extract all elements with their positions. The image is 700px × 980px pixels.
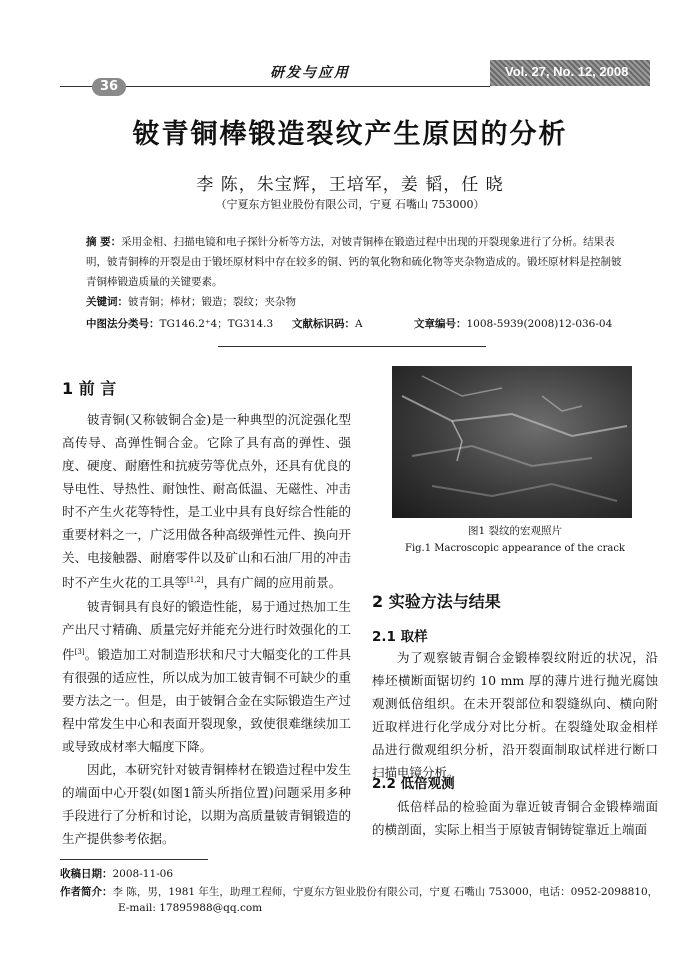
- footnote-rule: [60, 859, 208, 860]
- authors: 李 陈，朱宝辉，王培军，姜 韬，任 晓: [196, 175, 504, 195]
- figure-caption-en: Fig.1 Macroscopic appearance of the crack: [405, 543, 625, 554]
- abstract-text: 采用金相、扫描电镜和电子探针分析等方法，对铍青铜棒在锻造过程中出现的开裂现象进行了分析。结果表明，铍青铜棒的开裂是由于锻坯原材料中存在较多的铜、钙的氧化物和硫化物等夹杂物造成的。锻坯原材料是控制铍青铜棒锻造质量的关键要素。: [86, 236, 622, 288]
- classification: [86, 316, 646, 331]
- intro-paragraph-3: 因此，本研究针对铍青铜棒材在锻造过程中发生的端面中心开裂(如图1箭头所指位置)问题采用多种手段进行了分析和讨论，以期为高质量铍青铜锻造的生产提供参考依据。: [62, 762, 351, 847]
- intro-paragraph-2: 铍青铜具有良好的锻造性能，易于通过热加工生产出尺寸精确、质量完好并能充分进行时效强化的工件[3]。锻造加工对制造形状和尺寸大幅变化的工件具有很强的适应性，所以成为加工铍青铜不可缺少的重要方法之一。但是，由于铍铜合金在实际锻造生产过程中常发生中心和表面开裂现象，致使很难继续加工或导致成材率大幅度下降。: [62, 599, 351, 755]
- abstract-separator: [218, 346, 486, 347]
- section-2-2-heading: 2.2 低倍观测: [372, 776, 455, 792]
- intro-paragraph-1: 铍青铜(又称铍铜合金)是一种典型的沉淀强化型高传导、高弹性铜合金。它除了具有高的弹性、强度、硬度、耐磨性和抗疲劳等优点外，还具有优良的导电性、导热性、耐蚀性、耐高低温、无磁性、冲击时不产生火花等特性，是工业中具有良好综合性能的重要材料之一，广泛用做各种高级弹性元件、换向开关、电接触器、耐磨零件以及矿山和石油厂用的冲击时不产生火花的工具等[1,2]，具有广阔的应用前景。: [62, 412, 351, 591]
- page-number: 36: [92, 78, 126, 96]
- citation-3: [3]: [74, 648, 85, 657]
- doc-code-label: 文献标识码：: [292, 318, 355, 330]
- abstract: [86, 232, 626, 292]
- section-1-heading: 1 前 言: [62, 379, 117, 398]
- section-label: 研发与应用: [270, 65, 350, 81]
- article-number-label: 文章编号：: [414, 318, 467, 330]
- issue-info: Vol. 27, No. 12, 2008: [505, 64, 629, 79]
- received-date: 收稿日期：2008-11-06: [60, 868, 174, 880]
- section-2-1-text: 为了观察铍青铜合金锻棒裂纹附近的状况，沿棒坯横断面锯切约 10 mm 厚的薄片进行抛光腐蚀观测低倍组织。在未开裂部位和裂缝纵向、横向附近取样进行化学成分对比分析。在裂缝处取金相样品进行微观组织分析，沿开裂面制取试样进行断口扫描电镜分析。: [372, 650, 658, 780]
- article-number-value: 1008-5939(2008)12-036-04: [466, 318, 613, 330]
- left-column: [62, 408, 351, 850]
- affiliation: （宁夏东方钽业股份有限公司，宁夏 石嘴山 753000）: [215, 198, 485, 211]
- citation-1-2: [1,2]: [187, 576, 204, 584]
- section-2-1-heading: 2.1 取样: [372, 629, 428, 645]
- keywords-text: 铍青铜；棒材；锻造；裂纹；夹杂物: [128, 296, 296, 308]
- doc-code-value: A: [355, 318, 363, 330]
- section-2-heading: 2 实验方法与结果: [372, 592, 501, 611]
- keywords-label: 关键词：: [86, 296, 128, 308]
- crack-photo: [392, 366, 632, 518]
- paper-title: 铍青铜棒锻造裂纹产生原因的分析: [132, 119, 568, 150]
- crack-photo-texture: [392, 366, 632, 518]
- clc-value: TG146.2⁺4；TG314.3: [159, 318, 274, 330]
- author-email: E-mail: 17895988@qq.com: [118, 902, 263, 914]
- figure-caption-cn: 图1 裂纹的宏观照片: [467, 525, 563, 537]
- keywords: [86, 294, 296, 309]
- clc-label: 中图法分类号：: [86, 318, 160, 330]
- abstract-label: 摘 要：: [86, 236, 122, 248]
- section-2-2-text: 低倍样品的检验面为靠近铍青铜合金锻棒端面的横剖面，实际上相当于原铍青铜铸锭靠近上端面: [372, 799, 658, 837]
- author-bio: 作者简介：李 陈，男，1981 年生，助理工程师，宁夏东方钽业股份有限公司，宁夏 石嘴山 753000，电话：0952-2098810，: [60, 886, 659, 898]
